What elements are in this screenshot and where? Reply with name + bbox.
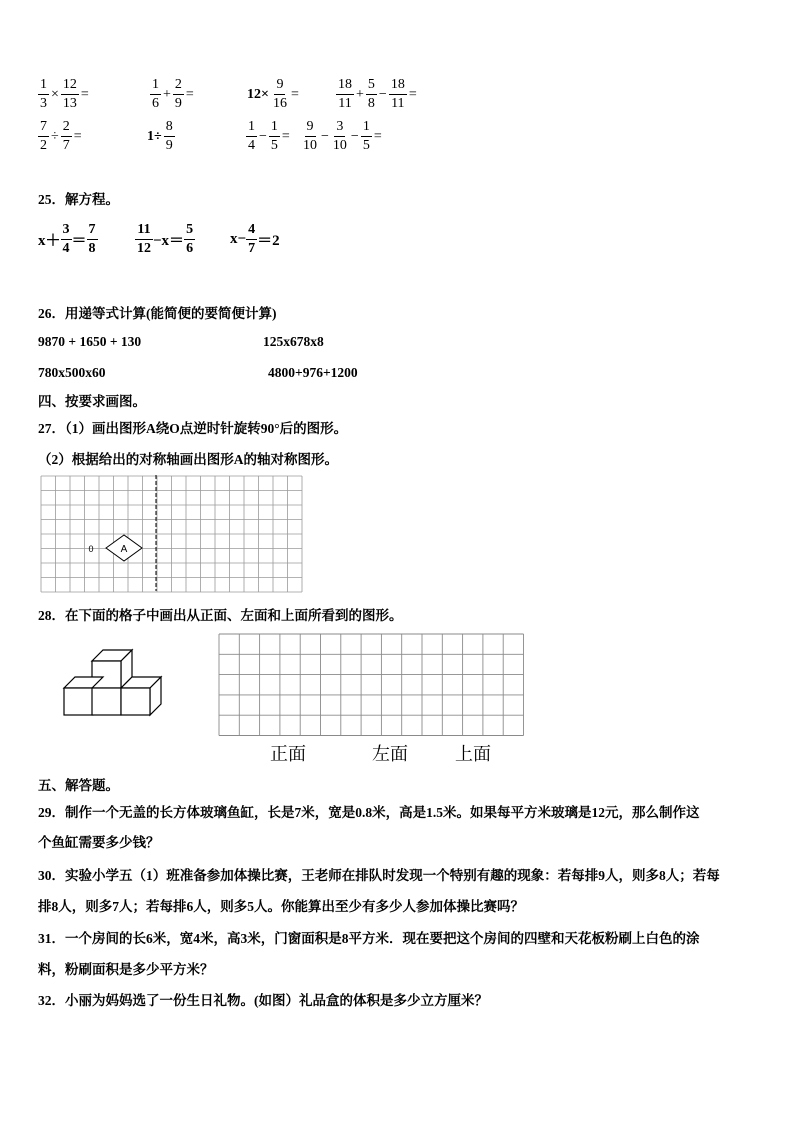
shape-a-label: A	[120, 544, 128, 555]
q26-item-1: 9870 + 1650 + 130	[38, 334, 142, 349]
stacked-cubes-figure	[62, 648, 168, 720]
q27-line-1: 27．（1）画出图形A绕O点逆时针旋转90°后的图形。	[38, 421, 348, 436]
equation-1: x＋ $\frac{3}{4}$ ＝ $\frac{7}{8}$	[38, 222, 96, 256]
fraction: $\frac{9}{10}$	[303, 119, 317, 153]
calc-expr-4: $\frac{18}{11}$ + $\frac{5}{8}$ − $\frac{18}{11}$ =	[338, 77, 417, 111]
fraction: $\frac{2}{9}$	[174, 77, 182, 111]
fraction: $\frac{7}{2}$	[40, 119, 47, 153]
fraction: $\frac{12}{13}$	[62, 77, 77, 111]
fraction: $\frac{1}{5}$	[270, 119, 278, 153]
fraction: $\frac{2}{7}$	[62, 119, 70, 153]
fraction: $\frac{9}{16}$	[272, 77, 287, 111]
q26-item-4: 4800+976+1200	[268, 365, 358, 380]
view-top-label: 上面	[455, 744, 491, 764]
fraction: $\frac{1}{6}$	[152, 77, 159, 111]
fraction: $\frac{5}{8}$	[367, 77, 375, 111]
fraction: $\frac{3}{4}$	[62, 222, 70, 256]
rotation-grid	[40, 475, 315, 593]
equation-3: x− $\frac{4}{7}$ ＝2	[230, 222, 280, 256]
views-grid	[218, 633, 528, 739]
fraction: $\frac{1}{4}$	[248, 119, 255, 153]
view-front-label: 正面	[270, 744, 306, 764]
calc-expr-8: $\frac{9}{10}$ − $\frac{3}{10}$ − $\frac{1}{5}$ =	[303, 119, 382, 153]
q25-title: 25．解方程。	[38, 192, 119, 207]
fraction: $\frac{18}{11}$	[338, 77, 352, 111]
equation-2: $\frac{11}{12}$ −x＝ $\frac{5}{6}$	[137, 222, 194, 256]
point-o-label: 0	[88, 544, 94, 554]
fraction: $\frac{8}{9}$	[165, 119, 173, 153]
q31-line-1: 31．一个房间的长6米，宽4米，高3米，门窗面积是8平方米．现在要把这个房间的四壁和天花板粉刷上白色的涂	[38, 931, 700, 946]
q27-line-2: （2）根据给出的对称轴画出图形A的轴对称图形。	[38, 452, 338, 467]
fraction: $\frac{4}{7}$	[248, 222, 256, 256]
calc-expr-7: $\frac{1}{4}$ − $\frac{1}{5}$ =	[248, 119, 290, 153]
calc-expr-5: $\frac{7}{2}$ ÷ $\frac{2}{7}$ =	[40, 119, 82, 153]
q32-line-1: 32．小丽为妈妈选了一份生日礼物。(如图）礼品盒的体积是多少立方厘米？	[38, 993, 488, 1008]
q26-item-2: 125x678x8	[263, 334, 324, 349]
fraction: $\frac{3}{10}$	[332, 119, 347, 153]
q29-line-2: 个鱼缸需要多少钱？	[38, 835, 160, 850]
calc-expr-6: 1÷ $\frac{8}{9}$	[147, 119, 173, 153]
fraction: $\frac{5}{6}$	[186, 222, 194, 256]
calc-expr-1: $\frac{1}{3}$ × $\frac{12}{13}$ =	[40, 77, 89, 111]
view-left-label: 左面	[372, 744, 408, 764]
q29-line-1: 29．制作一个无盖的长方体玻璃鱼缸，长是7米，宽是0.8米，高是1.5米。如果每平方米玻璃是12元，那么制作这	[38, 805, 700, 820]
calc-expr-2: $\frac{1}{6}$ + $\frac{2}{9}$ =	[152, 77, 194, 111]
fraction: $\frac{7}{8}$	[88, 222, 96, 256]
fraction: $\frac{11}{12}$	[137, 222, 151, 256]
fraction: $\frac{1}{5}$	[362, 119, 370, 153]
fraction: $\frac{18}{11}$	[390, 77, 405, 111]
q31-line-2: 料，粉刷面积是多少平方米？	[38, 962, 214, 977]
q26-title: 26．用递等式计算(能简便的要简便计算)	[38, 306, 277, 321]
section-5-heading: 五、解答题。	[38, 778, 119, 793]
q30-line-1: 30．实验小学五（1）班准备参加体操比赛，王老师在排队时发现一个特别有趣的现象：若每排9人，则多8人；若每	[38, 868, 720, 883]
q28-title: 28．在下面的格子中画出从正面、左面和上面所看到的图形。	[38, 608, 403, 623]
calc-expr-3: 12× $\frac{9}{16}$ =	[247, 77, 299, 111]
q26-item-3: 780x500x60	[38, 365, 106, 380]
q30-line-2: 排8人，则多7人；若每排6人，则多5人。你能算出至少有多少人参加体操比赛吗？	[38, 899, 524, 914]
section-4-heading: 四、按要求画图。	[38, 394, 146, 409]
fraction: $\frac{1}{3}$	[40, 77, 47, 111]
